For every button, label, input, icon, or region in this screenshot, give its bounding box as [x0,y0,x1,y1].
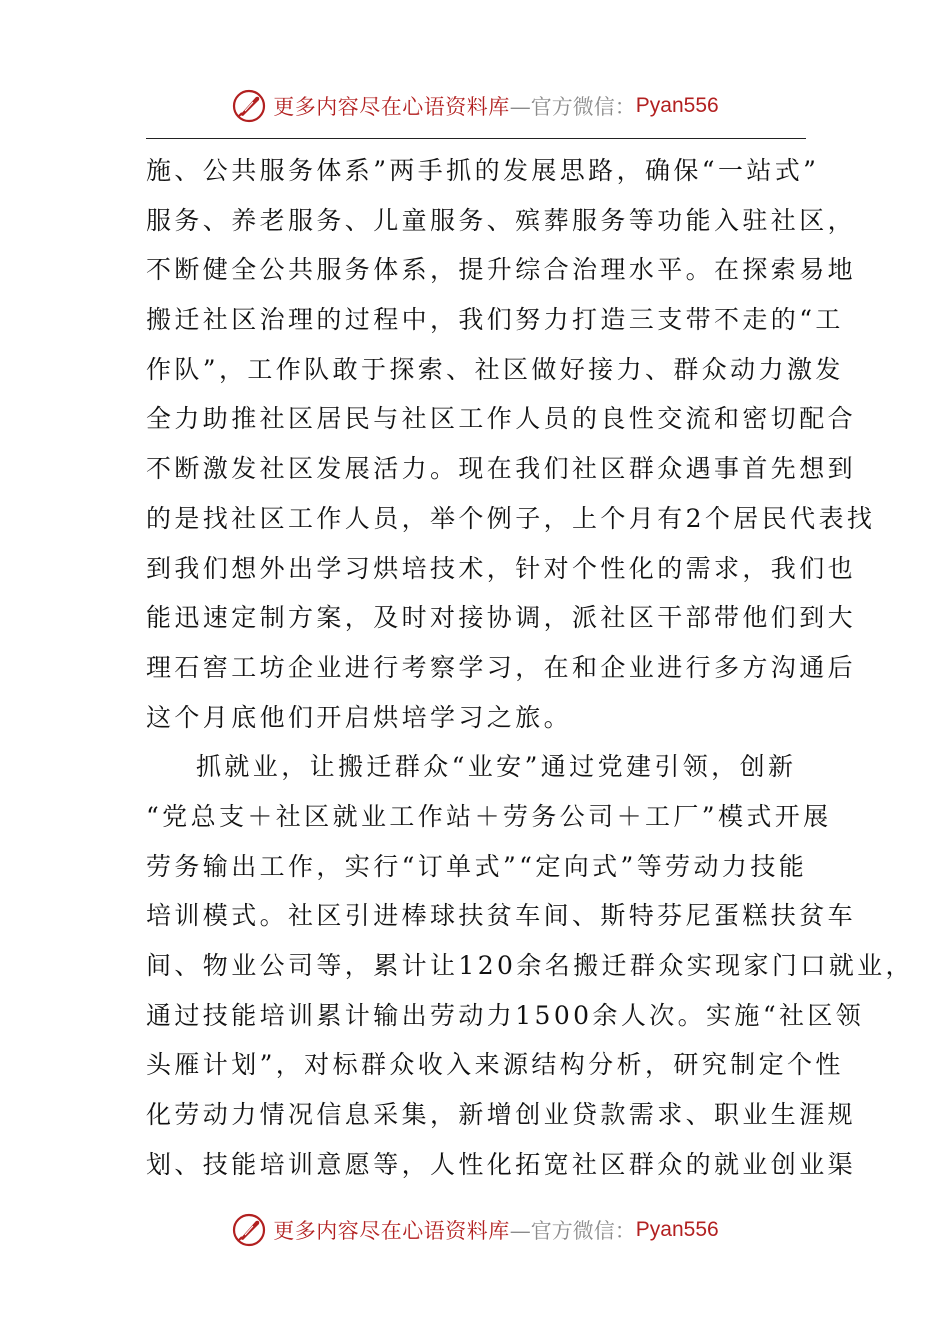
quill-pen-logo-icon [231,88,267,124]
paragraph-start-line: 抓就业，让搬迁群众“业安”通过党建引领，创新 [196,752,797,782]
text-line: 这个月底他们开启烘培学习之旅。 [146,702,573,732]
text-line: 作队”，工作队敢于探索、社区做好接力、群众动力激发 [146,354,844,384]
footer-banner [0,1206,950,1254]
text-line: 理石窖工坊企业进行考察学习，在和企业进行多方沟通后 [146,652,857,682]
footer-brand-text: 更多内容尽在心语资料库 [273,1219,510,1243]
header-banner [0,82,950,130]
text-line: 通过技能培训累计输出劳动力1500余人次。实施“社区领 [146,1000,865,1030]
text-line: “党总支＋社区就业工作站＋劳务公司＋工厂”模式开展 [146,801,832,831]
text-line: 划、技能培训意愿等，人性化拓宽社区群众的就业创业渠 [146,1149,857,1179]
header-official-label: —官方微信： [509,95,636,119]
text-line: 搬迁社区治理的过程中，我们努力打造三支带不走的“工 [146,305,844,335]
text-line: 到我们想外出学习烘培技术，针对个性化的需求，我们也 [146,553,857,583]
text-line: 施、公共服务体系”两手抓的发展思路，确保“一站式” [146,156,820,185]
text-line: 不断激发社区发展活力。现在我们社区群众遇事首先想到 [146,454,857,484]
header-brand-text: 更多内容尽在心语资料库 [273,95,510,119]
text-line: 培训模式。社区引进棒球扶贫车间、斯特芬尼蛋糕扶贫车 [146,901,857,931]
text-line: 间、物业公司等，累计让120余名搬迁群众实现家门口就业， [146,951,914,980]
text-line: 的是找社区工作人员，举个例子，上个月有2个居民代表找 [146,503,876,533]
text-line: 头雁计划”，对标群众收入来源结构分析，研究制定个性 [146,1050,844,1080]
text-line: 能迅速定制方案，及时对接协调，派社区干部带他们到大 [146,603,857,633]
header-divider [146,138,806,139]
text-line: 劳务输出工作，实行“订单式”“定向式”等劳动力技能 [146,851,808,881]
text-line: 服务、养老服务、儿童服务、殡葬服务等功能入驻社区， [146,205,857,235]
quill-pen-logo-icon [231,1212,267,1248]
header-wechat-id: Pyan556 [635,94,719,117]
document-body [146,146,914,1189]
footer-official-label: —官方微信： [509,1219,636,1243]
text-line: 全力助推社区居民与社区工作人员的良性交流和密切配合 [146,404,857,434]
footer-wechat-id: Pyan556 [635,1218,719,1241]
text-line: 化劳动力情况信息采集，新增创业贷款需求、职业生涯规 [146,1100,857,1130]
text-line: 不断健全公共服务体系，提升综合治理水平。在探索易地 [146,255,857,285]
